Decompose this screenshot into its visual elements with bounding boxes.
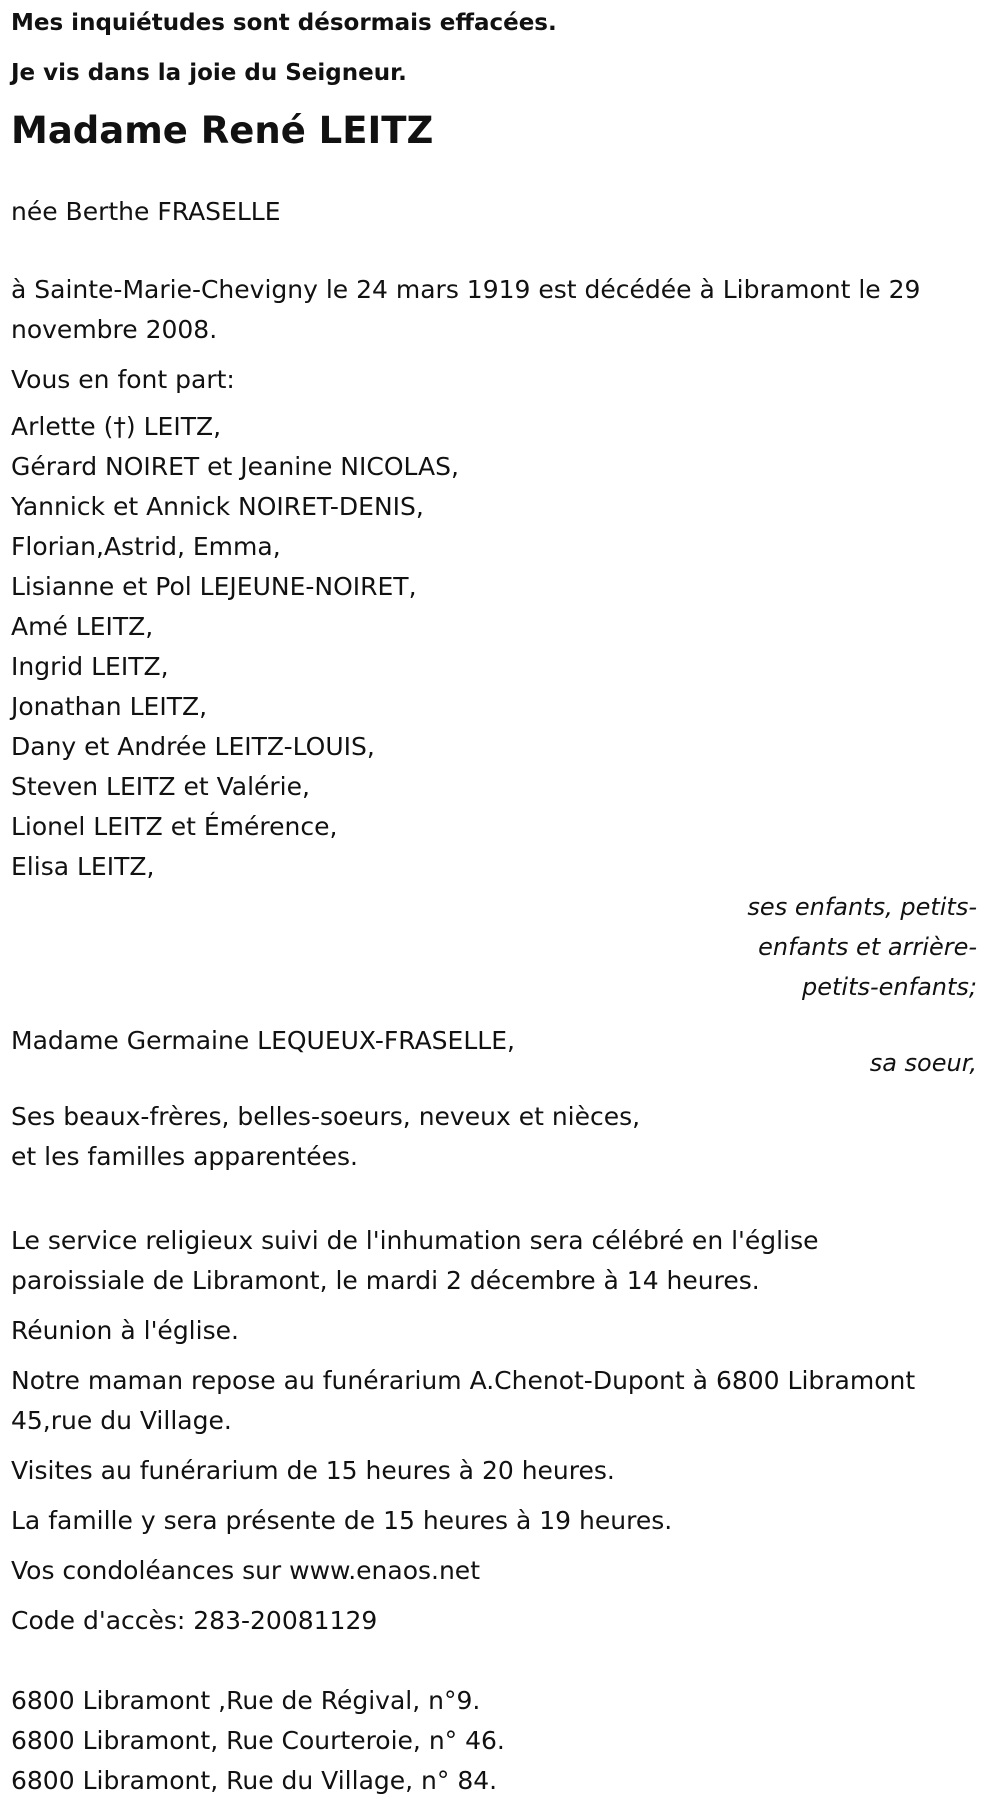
- visits-text: Visites au funérarium de 15 heures à 20 heures.: [11, 1456, 615, 1485]
- family-member: Jonathan LEITZ,: [11, 692, 208, 721]
- birth-death-info: à Sainte-Marie-Chevigny le 24 mars 1919 est décédée à Libramont le 29 novembre 2008.: [11, 275, 921, 344]
- family-member: Elisa LEITZ,: [11, 852, 155, 881]
- relation-line-1: ses enfants, petits-: [747, 893, 977, 921]
- sister-row: [11, 1021, 990, 1083]
- opening-quote: [11, 8, 990, 88]
- family-member: Lisianne et Pol LEJEUNE-NOIRET,: [11, 572, 417, 601]
- quote-line-1: Mes inquiétudes sont désormais effacées.: [11, 10, 557, 36]
- maiden-name: née Berthe FRASELLE: [11, 197, 281, 226]
- family-list: [11, 407, 990, 887]
- family-member: Ingrid LEITZ,: [11, 652, 169, 681]
- other-relatives-line-2: et les familles apparentées.: [11, 1142, 358, 1171]
- sister-relation: sa soeur,: [869, 1049, 977, 1077]
- family-member: Yannick et Annick NOIRET-DENIS,: [11, 492, 424, 521]
- family-member: Dany et Andrée LEITZ-LOUIS,: [11, 732, 375, 761]
- condolences-text: Vos condoléances sur www.enaos.net: [11, 1556, 480, 1585]
- funerarium-text: Notre maman repose au funérarium A.Chenot-Dupont à 6800 Libramont 45,rue du Village.: [11, 1366, 916, 1435]
- relation-line-3: petits-enfants;: [802, 973, 977, 1001]
- service-text: Le service religieux suivi de l'inhumation sera célébré en l'église paroissiale de Libramont, le mardi 2 décembre à 14 heures.: [11, 1226, 819, 1295]
- other-relatives: [11, 1097, 990, 1177]
- sister-name: Madame Germaine LEQUEUX-FRASELLE,: [11, 1026, 515, 1055]
- service-info: [11, 1221, 990, 1641]
- quote-line-2: Je vis dans la joie du Seigneur.: [11, 60, 407, 86]
- family-member: Florian,Astrid, Emma,: [11, 532, 281, 561]
- address-line: 6800 Libramont, Rue du Village, n° 84.: [11, 1766, 498, 1795]
- family-present-text: La famille y sera présente de 15 heures à 19 heures.: [11, 1506, 673, 1535]
- access-code-text: Code d'accès: 283-20081129: [11, 1606, 378, 1635]
- other-relatives-line-1: Ses beaux-frères, belles-soeurs, neveux et nièces,: [11, 1102, 641, 1131]
- family-member: Gérard NOIRET et Jeanine NICOLAS,: [11, 452, 459, 481]
- announce-line: Vous en font part:: [11, 365, 235, 394]
- relation-line-2: enfants et arrière-: [758, 933, 977, 961]
- deceased-name: Madame René LEITZ: [11, 109, 434, 152]
- meeting-text: Réunion à l'église.: [11, 1316, 239, 1345]
- family-member: Amé LEITZ,: [11, 612, 154, 641]
- family-member: Arlette (†) LEITZ,: [11, 412, 222, 441]
- family-member: Steven LEITZ et Valérie,: [11, 772, 310, 801]
- children-relation: [690, 887, 990, 1007]
- address-list: [11, 1681, 990, 1801]
- address-line: 6800 Libramont ,Rue de Régival, n°9.: [11, 1686, 481, 1715]
- address-line: 6800 Libramont, Rue Courteroie, n° 46.: [11, 1726, 505, 1755]
- family-member: Lionel LEITZ et Émérence,: [11, 812, 338, 841]
